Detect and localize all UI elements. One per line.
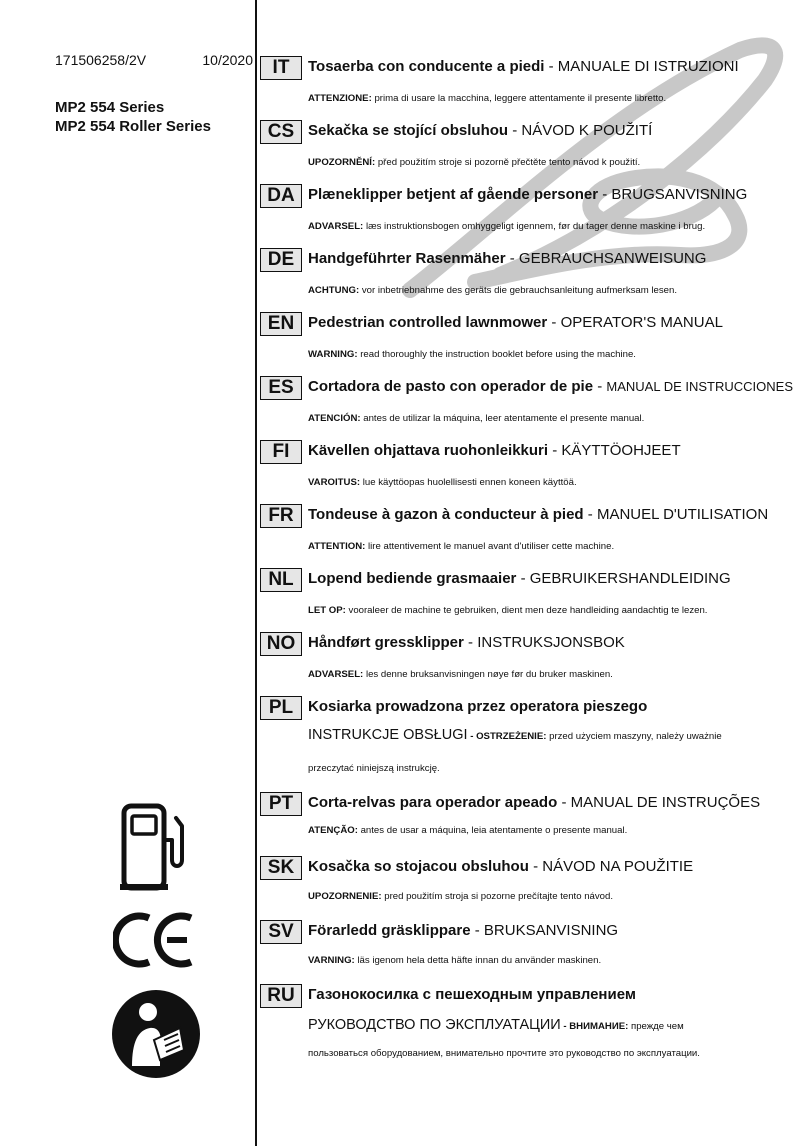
section-title: Förarledd gräsklippare - BRUKSANVISNING (308, 922, 619, 939)
warning-text: lue käyttöopas huolellisesti ennen koneen käyttöä. (362, 477, 577, 488)
warning-prefix: ATENCIÓN: (308, 413, 361, 424)
language-section-no (260, 632, 778, 688)
warning-text: antes de usar a máquina, leia atentamente o presente manual. (360, 825, 628, 836)
product-name: Lopend bediende grasmaaier (308, 570, 517, 587)
column-divider (255, 0, 257, 1146)
warning-text: пользоваться оборудованием, внимательно прочтите это руководство по эксплуатации. (308, 1048, 700, 1059)
warning-prefix: WARNING: (308, 349, 358, 360)
section-title: Pedestrian controlled lawnmower - OPERATOR'S MANUAL (308, 314, 723, 331)
product-name: Förarledd gräsklippare (308, 922, 471, 939)
language-code: CS (260, 120, 302, 144)
warning-prefix: ATTENZIONE: (308, 93, 372, 104)
manual-name: NÁVOD K POUŽITÍ (521, 122, 653, 139)
language-code: RU (260, 984, 302, 1008)
warning-text: vor inbetriebnahme des geräts die gebrauchsanleitung aufmerksam lesen. (361, 285, 678, 296)
warning-text: prima di usare la macchina, leggere attentamente il presente libretto. (374, 93, 667, 104)
warning-line (308, 825, 627, 836)
document-header (55, 52, 253, 136)
product-name: Kosačka so stojacou obsluhou (308, 858, 529, 875)
warning-line (308, 93, 666, 104)
section-title: Kävellen ohjattava ruohonleikkuri - KÄYTTÖOHJEET (308, 442, 681, 459)
language-code: IT (260, 56, 302, 80)
language-code: NL (260, 568, 302, 592)
language-code: DE (260, 248, 302, 272)
warning-line (308, 157, 640, 168)
language-section-fi (260, 440, 778, 496)
manual-name: INSTRUKSJONSBOK (477, 634, 625, 651)
section-title: Lopend bediende grasmaaier - GEBRUIKERSHANDLEIDING (308, 570, 731, 587)
warning-prefix: UPOZORNENIE: (308, 891, 382, 902)
doc-code: 171506258/2V (55, 52, 147, 68)
doc-date: 10/2020 (202, 52, 253, 68)
product-name: Tondeuse à gazon à conducteur à pied (308, 506, 584, 523)
warning-text: pred použitím stroja si pozorne prečítajte tento návod. (384, 891, 614, 902)
manual-name: BRUKSANVISNING (483, 922, 619, 939)
warning-text: przeczytać niniejszą instrukcję. (308, 763, 440, 774)
manual-name: РУКОВОДСТВО ПО ЭКСПЛУАТАЦИИ (308, 1017, 561, 1033)
warning-text: před použitím stroje si pozorně přečtěte tento návod k použití. (377, 157, 641, 168)
manual-name: MANUALE DI ISTRUZIONI (557, 58, 739, 75)
language-section-it (260, 56, 778, 112)
section-title: Kosačka so stojacou obsluhou - NÁVOD NA POUŽITIE (308, 858, 694, 875)
section-title: Corta-relvas para operador apeado - MANUAL DE INSTRUÇÕES (308, 794, 761, 811)
warning-line (308, 285, 677, 296)
warning-line (308, 605, 707, 616)
series-name: MP2 554 Roller Series (55, 118, 211, 135)
warning-prefix: ATENÇÃO: (308, 825, 358, 836)
warning-prefix: LET OP: (308, 605, 346, 616)
section-title: Handgeführter Rasenmäher - GEBRAUCHSANWEISUNG (308, 250, 707, 267)
language-section-nl (260, 568, 778, 624)
warning-text: läs igenom hela detta häfte innan du använder maskinen. (357, 955, 602, 966)
section-title: Tondeuse à gazon à conducteur à pied - MANUEL D'UTILISATION (308, 506, 769, 523)
language-section-da (260, 184, 778, 240)
manual-name: GEBRUIKERSHANDLEIDING (529, 570, 731, 587)
warning-text: прежде чем (631, 1021, 684, 1032)
section-title: Håndført gressklipper - INSTRUKSJONSBOK (308, 634, 625, 651)
warning-line (308, 955, 601, 966)
ce-mark-icon (113, 910, 195, 970)
language-code: EN (260, 312, 302, 336)
manual-name: MANUEL D'UTILISATION (596, 506, 769, 523)
manual-name: OPERATOR'S MANUAL (560, 314, 723, 331)
language-section-pt (260, 792, 778, 848)
warning-line (308, 477, 577, 488)
language-section-en (260, 312, 778, 368)
fuel-pump-icon (118, 800, 190, 892)
language-code: FI (260, 440, 302, 464)
warning-line: РУКОВОДСТВО ПО ЭКСПЛУАТАЦИИ - ВНИМАНИЕ: прежде чем (308, 1017, 684, 1033)
section-title (308, 698, 647, 715)
manual-name: KÄYTTÖOHJEET (561, 442, 681, 459)
warning-line (308, 221, 705, 232)
language-section-pl (260, 696, 778, 782)
warning-line (308, 891, 613, 902)
manual-name: GEBRAUCHSANWEISUNG (518, 250, 707, 267)
manual-name: MANUAL DE INSTRUCCIONES (606, 379, 793, 394)
warning-prefix: VARNING: (308, 955, 355, 966)
warning-prefix: ADVARSEL: (308, 221, 364, 232)
warning-line (308, 349, 636, 360)
language-section-de (260, 248, 778, 304)
warning-line (308, 541, 614, 552)
product-name: Tosaerba con conducente a piedi (308, 58, 545, 75)
warning-text: przed użyciem maszyny, należy uważnie (549, 731, 722, 742)
language-code: SK (260, 856, 302, 880)
language-section-ru (260, 984, 778, 1074)
language-section-es (260, 376, 793, 432)
warning-prefix: VAROITUS: (308, 477, 361, 488)
warning-prefix: UPOZORNĚNÍ: (308, 157, 376, 168)
section-title: Sekačka se stojící obsluhou - NÁVOD K POUŽITÍ (308, 122, 653, 139)
warning-text: antes de utilizar la máquina, leer atentamente el presente manual. (363, 413, 645, 424)
product-name: Kosiarka prowadzona przez operatora pieszego (308, 698, 648, 715)
product-name: Handgeführter Rasenmäher (308, 250, 506, 267)
language-code: ES (260, 376, 302, 400)
warning-line-continued (308, 1048, 700, 1059)
warning-text: vooraleer de machine te gebruiken, dient men deze handleiding aandachtig te lezen. (348, 605, 708, 616)
warning-line-continued (308, 763, 440, 774)
language-code: PL (260, 696, 302, 720)
warning-text: læs instruktionsbogen omhyggeligt igennem, før du tager denne maskine i brug. (365, 221, 706, 232)
language-code: FR (260, 504, 302, 528)
language-code: SV (260, 920, 302, 944)
series-list (55, 98, 253, 136)
language-code: DA (260, 184, 302, 208)
product-name: Kävellen ohjattava ruohonleikkuri (308, 442, 549, 459)
warning-prefix: ВНИМАНИЕ: (569, 1021, 629, 1032)
warning-line: INSTRUKCJE OBSŁUGI - OSTRZEŻENIE: przed użyciem maszyny, należy uważnie (308, 727, 722, 743)
warning-prefix: OSTRZEŻENIE: (476, 731, 547, 742)
product-name: Pedestrian controlled lawnmower (308, 314, 548, 331)
warning-prefix: ADVARSEL: (308, 669, 364, 680)
language-code: PT (260, 792, 302, 816)
warning-line (308, 413, 644, 424)
warning-prefix: ATTENTION: (308, 541, 366, 552)
warning-prefix: ACHTUNG: (308, 285, 360, 296)
product-name: Cortadora de pasto con operador de pie (308, 378, 594, 395)
manual-name: BRUGSANVISNING (611, 186, 748, 203)
language-section-fr (260, 504, 778, 560)
warning-line (308, 669, 613, 680)
product-name: Газонокосилка с пешеходным управлением (308, 986, 636, 1003)
product-name: Håndført gressklipper (308, 634, 464, 651)
product-name: Corta-relvas para operador apeado (308, 794, 558, 811)
language-section-sk (260, 856, 778, 912)
language-section-sv (260, 920, 778, 976)
language-section-cs (260, 120, 778, 176)
section-title (308, 986, 636, 1003)
warning-text: lire attentivement le manuel avant d'utiliser cette machine. (368, 541, 615, 552)
manual-name: NÁVOD NA POUŽITIE (542, 858, 694, 875)
read-manual-icon (110, 988, 202, 1080)
warning-text: les denne bruksanvisningen nøye før du bruker maskinen. (365, 669, 613, 680)
language-code: NO (260, 632, 302, 656)
manual-name: INSTRUKCJE OBSŁUGI (308, 727, 468, 743)
section-title: Cortadora de pasto con operador de pie - MANUAL DE INSTRUCCIONES (308, 378, 793, 395)
product-name: Sekačka se stojící obsluhou (308, 122, 509, 139)
manual-name: MANUAL DE INSTRUÇÕES (570, 794, 761, 811)
section-title: Tosaerba con conducente a piedi - MANUALE DI ISTRUZIONI (308, 58, 739, 75)
product-name: Plæneklipper betjent af gående personer (308, 186, 599, 203)
warning-text: read thoroughly the instruction booklet before using the machine. (360, 349, 636, 360)
series-name: MP2 554 Series (55, 99, 165, 116)
section-title: Plæneklipper betjent af gående personer - BRUGSANVISNING (308, 186, 748, 203)
